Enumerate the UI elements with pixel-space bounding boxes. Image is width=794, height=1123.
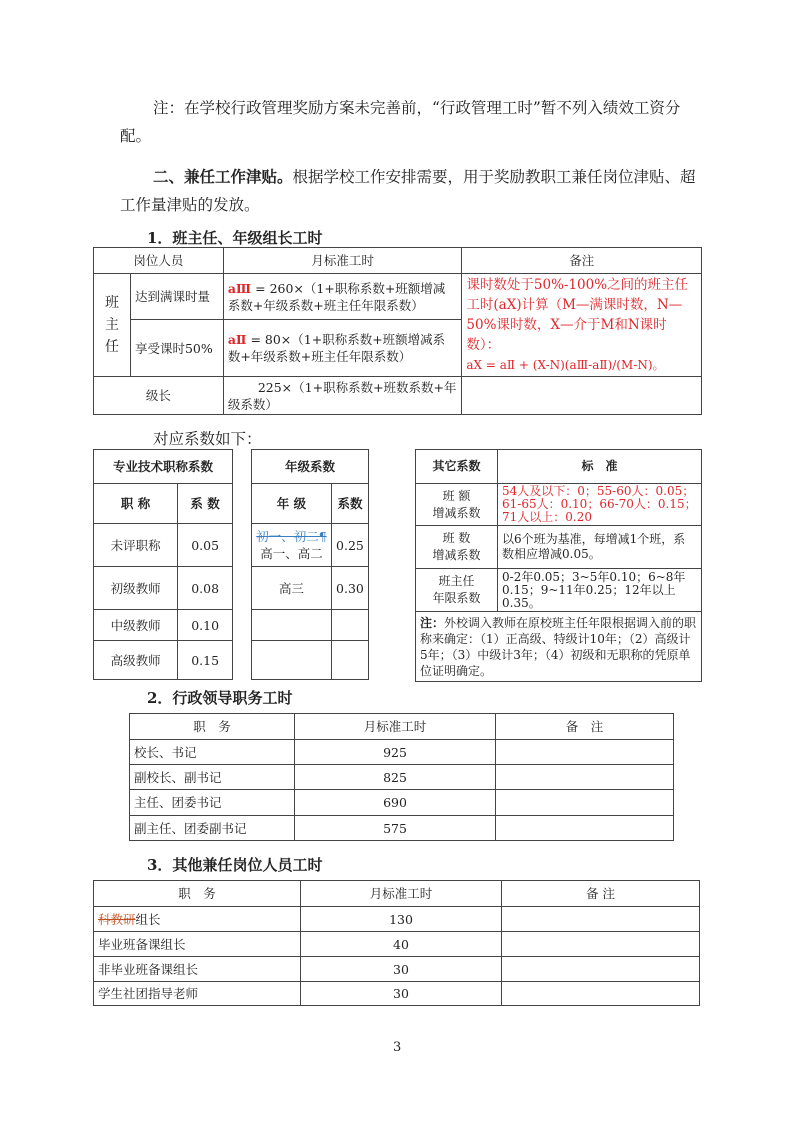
title-standard: 标 准 <box>498 450 702 484</box>
coef-intro: 对应系数如下： <box>153 430 262 448</box>
cell: 30 <box>301 982 502 1006</box>
formula: = 260×（1+职称系数+班额增减系数+年级系数+班主任年限系数） <box>227 280 446 313</box>
group-label: 班主任 <box>94 274 131 377</box>
heading-3: 3．其他兼任岗位人员工时 <box>147 856 323 874</box>
cell: 高三 <box>252 567 332 610</box>
title-right: 其它系数 <box>416 450 498 484</box>
symbol: aⅡ <box>227 332 247 348</box>
cell: 30 <box>301 957 502 982</box>
cell: 毕业班备课组长 <box>94 932 301 957</box>
header: 备 注 <box>502 881 700 907</box>
cell: 54人及以下：0；55-60人：0.05；61-65人：0.10；66-70人：0.15；71人以上：0.20 <box>498 484 702 526</box>
header-hours: 月标准工时 <box>223 248 462 274</box>
homeroom-table <box>93 247 702 415</box>
header: 月标准工时 <box>301 881 502 907</box>
cell: 0.08 <box>178 567 233 610</box>
cell: 班 额 增减系数 <box>416 484 498 526</box>
note-text: 外校调入教师在原校班主任年限根据调入前的职称来确定：（1）正高级、特级计10年；（2）高级计5年；（3）中级计3年；（4）初级和无职称的凭原单位证明确定。 <box>420 615 697 678</box>
cell: 0.10 <box>178 610 233 641</box>
header: 职 务 <box>94 881 301 907</box>
header: 月标准工时 <box>295 714 496 740</box>
cell: 副主任、团委副书记 <box>130 816 295 841</box>
cell: 825 <box>295 765 496 790</box>
header: 职 务 <box>130 714 295 740</box>
cell: 0.30 <box>331 567 368 610</box>
cell: 副校长、副书记 <box>130 765 295 790</box>
note-paragraph: 注：在学校行政管理奖励方案未完善前，“行政管理工时”暂不列入绩效工资分配。 <box>120 99 681 145</box>
symbol: aⅢ <box>227 280 252 296</box>
col-grade: 年 级 <box>252 484 332 524</box>
cell: 非毕业班备课组长 <box>94 957 301 982</box>
title-mid: 年级系数 <box>252 450 369 484</box>
cell: 以6个班为基准，每增减1个班，系数相应增减0.05。 <box>498 526 702 569</box>
cell: 575 <box>295 816 496 841</box>
row-label: 享受课时50% <box>130 320 223 377</box>
cell: 130 <box>301 907 502 932</box>
admin-table <box>129 713 674 841</box>
title-left: 专业技术职称系数 <box>94 450 233 484</box>
cell: 高一、高二 <box>260 546 323 561</box>
remark-formula: aX = aⅡ + (X-N)(aⅢ-aⅡ)/(M-N)。 <box>466 358 665 372</box>
remark-text: 课时数处于50%-100%之间的班主任工时(aX)计算（M—满课时数，N—50%课时数，X—介于M和N课时数）： <box>466 277 689 353</box>
row-label: 级长 <box>94 377 224 415</box>
cell: 高级教师 <box>94 641 178 680</box>
deleted-text: 初一、初二¶ <box>256 529 327 544</box>
cell: 中级教师 <box>94 610 178 641</box>
other-posts-table <box>93 880 700 1006</box>
heading-2: 2．行政领导职务工时 <box>147 689 293 707</box>
note-label: 注： <box>420 615 445 630</box>
cell: 690 <box>295 790 496 816</box>
other-coef-table <box>415 449 702 682</box>
page-number: 3 <box>393 1040 402 1055</box>
col-gcoef: 系数 <box>331 484 368 524</box>
cell: 班主任 年限系数 <box>416 569 498 612</box>
formula: = 80×（1+职称系数+班额增减系数+年级系数+班主任年限系数） <box>227 332 446 365</box>
formula: 225×（1+职称系数+班数系数+年级系数） <box>223 377 462 415</box>
row-label: 达到满课时量 <box>130 274 223 320</box>
header: 备 注 <box>496 714 674 740</box>
col-coef: 系 数 <box>178 484 233 524</box>
header-remark: 备注 <box>462 248 702 274</box>
cell: 初级教师 <box>94 567 178 610</box>
cell: 40 <box>301 932 502 957</box>
cell: 0.25 <box>331 524 368 567</box>
cell: 0.15 <box>178 641 233 680</box>
deleted-text: 科教研 <box>98 911 136 927</box>
cell: 班 数 增减系数 <box>416 526 498 569</box>
col-title: 职 称 <box>94 484 178 524</box>
title-coef-table <box>93 449 233 680</box>
header-position: 岗位人员 <box>94 248 224 274</box>
section2-paragraph <box>120 163 700 219</box>
section2-text: 根据学校工作安排需要，用于奖励教职工兼任岗位津贴、超工作量津贴的发放。 <box>120 168 696 214</box>
cell: 学生社团指导老师 <box>94 982 301 1006</box>
cell: 925 <box>295 740 496 765</box>
cell: 组长 <box>135 911 161 927</box>
heading-1: 1．班主任、年级组长工时 <box>147 229 323 247</box>
cell: 主任、团委书记 <box>130 790 295 816</box>
grade-coef-table <box>251 449 369 680</box>
cell: 未评职称 <box>94 524 178 567</box>
cell: 0.05 <box>178 524 233 567</box>
section2-title: 二、兼任工作津贴。 <box>153 167 293 186</box>
cell: 校长、书记 <box>130 740 295 765</box>
cell: 0-2年0.05；3~5年0.10；6~8年0.15；9~11年0.25；12年以上0.35。 <box>498 569 702 612</box>
